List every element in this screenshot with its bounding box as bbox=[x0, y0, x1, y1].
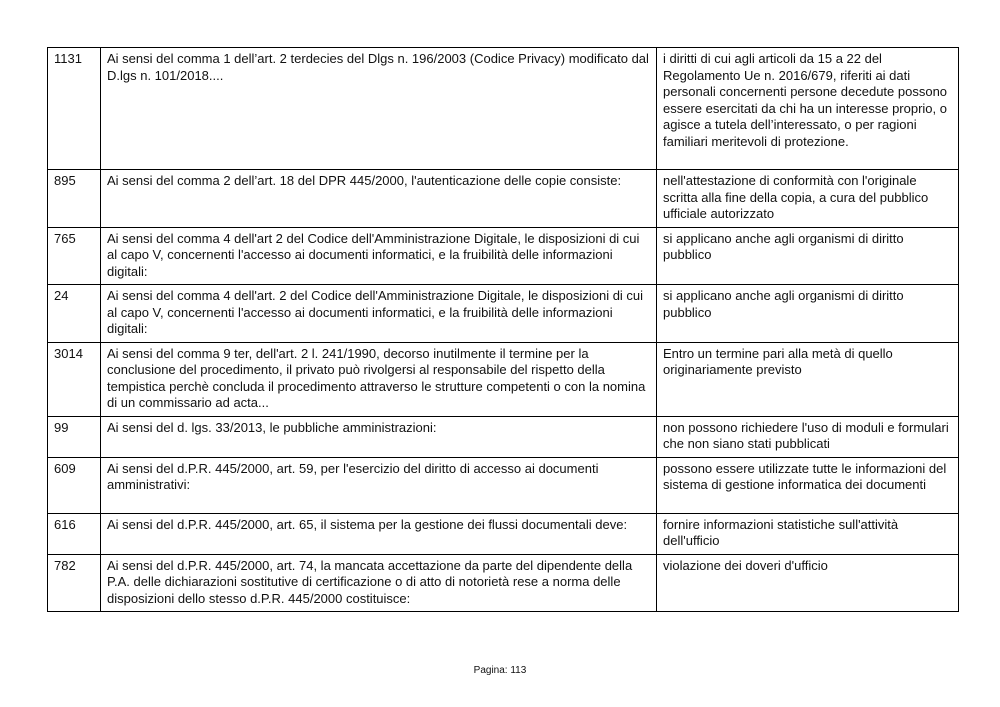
answer-text: Entro un termine pari alla metà di quello originariamente previsto bbox=[657, 342, 959, 416]
question-text: Ai sensi del comma 4 dell'art. 2 del Codice dell'Amministrazione Digitale, le disposizioni di cui al capo V, concernenti l'accesso ai documenti informatici, e la fruibilità delle informazioni digitali: bbox=[101, 285, 657, 343]
question-text: Ai sensi del d. lgs. 33/2013, le pubbliche amministrazioni: bbox=[101, 416, 657, 457]
question-id: 609 bbox=[48, 457, 101, 513]
table-body bbox=[48, 48, 959, 612]
table-row bbox=[48, 227, 959, 285]
question-id: 765 bbox=[48, 227, 101, 285]
answer-text: non possono richiedere l'uso di moduli e formulari che non siano stati pubblicati bbox=[657, 416, 959, 457]
answer-text: nell'attestazione di conformità con l'originale scritta alla fine della copia, a cura del pubblico ufficiale autorizzato bbox=[657, 170, 959, 228]
table-row bbox=[48, 285, 959, 343]
page-number: Pagina: 113 bbox=[473, 665, 527, 676]
table-row bbox=[48, 554, 959, 612]
answer-text: violazione dei doveri d'ufficio bbox=[657, 554, 959, 612]
question-id: 782 bbox=[48, 554, 101, 612]
question-id: 3014 bbox=[48, 342, 101, 416]
answer-text: si applicano anche agli organismi di diritto pubblico bbox=[657, 285, 959, 343]
answer-text: possono essere utilizzate tutte le informazioni del sistema di gestione informatica dei documenti bbox=[657, 457, 959, 513]
question-id: 24 bbox=[48, 285, 101, 343]
answer-text: fornire informazioni statistiche sull'attività dell'ufficio bbox=[657, 513, 959, 554]
question-answer-table bbox=[47, 47, 959, 612]
question-text: Ai sensi del comma 2 dell’art. 18 del DPR 445/2000, l'autenticazione delle copie consiste: bbox=[101, 170, 657, 228]
table-row bbox=[48, 513, 959, 554]
question-id: 99 bbox=[48, 416, 101, 457]
table-row bbox=[48, 457, 959, 513]
question-text: Ai sensi del comma 4 dell'art 2 del Codice dell'Amministrazione Digitale, le disposizioni di cui al capo V, concernenti l'accesso ai documenti informatici, e la fruibilità delle informazioni digitali: bbox=[101, 227, 657, 285]
answer-text: si applicano anche agli organismi di diritto pubblico bbox=[657, 227, 959, 285]
question-text: Ai sensi del d.P.R. 445/2000, art. 65, il sistema per la gestione dei flussi documentali deve: bbox=[101, 513, 657, 554]
question-text: Ai sensi del comma 1 dell’art. 2 terdecies del Dlgs n. 196/2003 (Codice Privacy) modificato dal D.lgs n. 101/2018.... bbox=[101, 48, 657, 170]
table-row bbox=[48, 48, 959, 170]
question-id: 1131 bbox=[48, 48, 101, 170]
table-row bbox=[48, 170, 959, 228]
question-id: 616 bbox=[48, 513, 101, 554]
question-id: 895 bbox=[48, 170, 101, 228]
table-row bbox=[48, 342, 959, 416]
table-row bbox=[48, 416, 959, 457]
question-text: Ai sensi del comma 9 ter, dell'art. 2 l. 241/1990, decorso inutilmente il termine per la conclusione del procedimento, il privato può rivolgersi al responsabile del rispetto della tempistica perchè concluda il procedimento attraverso le strutture competenti o con la nomina di un commissario ad acta... bbox=[101, 342, 657, 416]
question-text: Ai sensi del d.P.R. 445/2000, art. 74, la mancata accettazione da parte del dipendente della P.A. delle dichiarazioni sostitutive di certificazione o di atto di notorietà rese a norma delle disposizioni dello stesso d.P.R. 445/2000 costituisce: bbox=[101, 554, 657, 612]
answer-text: i diritti di cui agli articoli da 15 a 22 del Regolamento Ue n. 2016/679, riferiti ai dati personali concernenti persone decedute possono essere esercitati da chi ha un interesse proprio, o agisce a tutela dell’interessato, o per ragioni familiari meritevoli di protezione. bbox=[657, 48, 959, 170]
question-text: Ai sensi del d.P.R. 445/2000, art. 59, per l'esercizio del diritto di accesso ai documenti amministrativi: bbox=[101, 457, 657, 513]
